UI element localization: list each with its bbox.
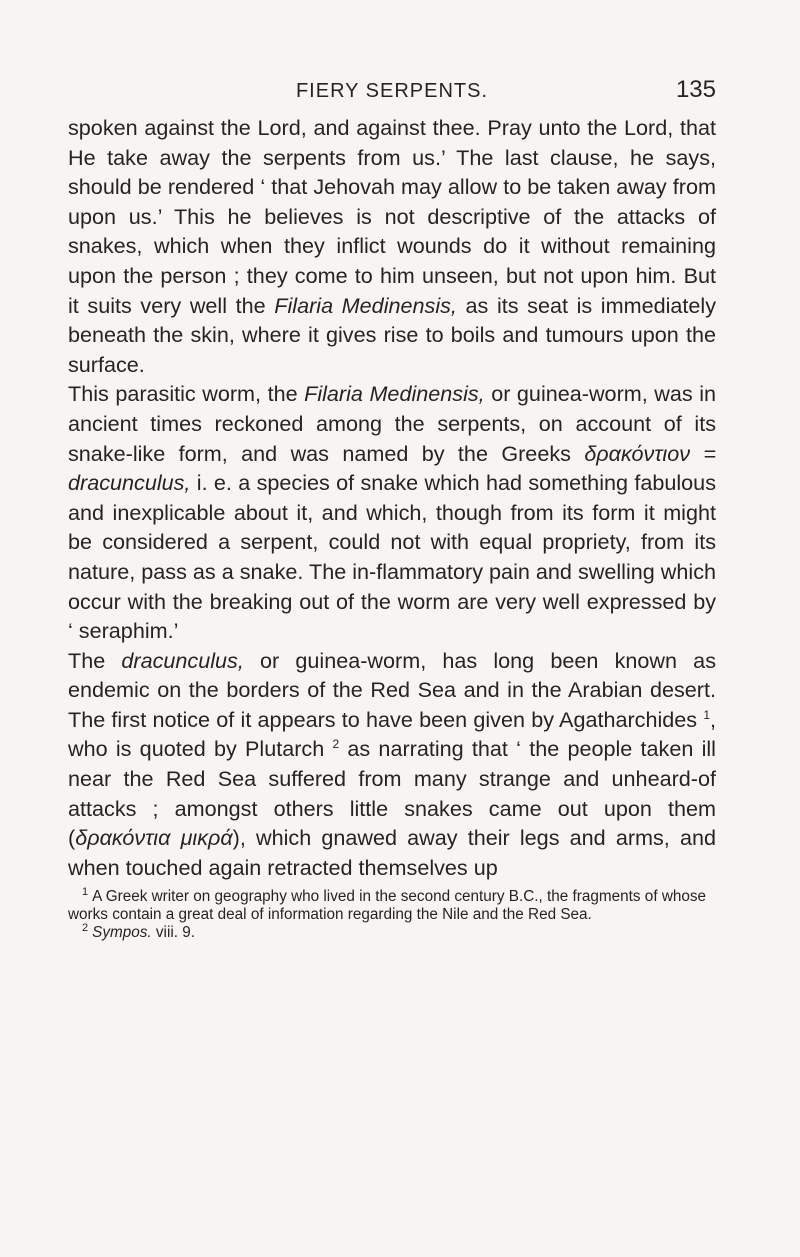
text-run: spoken against the Lord, and against thee. Pray unto the Lord, that He take away the serpents from us.’ The last clause, he says, should be rendered ‘ that Jehovah may allow to be taken away from upon us.’ This he believes is not descriptive of the attacks of snakes, which when they inflict wounds do it without remaining upon the person ; they come to him unseen, but not upon him. But it suits very well the (68, 115, 716, 318)
text-run: This parasitic worm, the (68, 381, 305, 407)
running-title: FIERY SERPENTS. (295, 80, 489, 102)
italic-text: δρακόντιον = dracunculus, (68, 440, 717, 496)
text-run: viii. 9. (151, 924, 195, 942)
text-run: as its seat is immediately beneath the skin, where it gives rise to boils and tumours upon the surface. (68, 292, 716, 377)
text-run: , who is quoted by Plutarch (68, 706, 716, 762)
footnote (68, 924, 716, 942)
page-number: 135 (675, 76, 716, 103)
footnote-marker: 1 (82, 886, 89, 899)
italic-text: δρακόντια μικρά (75, 825, 233, 851)
text-run: , the fragments of whose works contain a great deal of information regarding the Nile and the Red Sea. (68, 888, 707, 924)
page (68, 72, 716, 942)
footnote (68, 888, 716, 924)
footnotes (68, 888, 716, 942)
text-run: i. e. a species of snake which had something fabulous and inexplicable about it, and which, though from its form it might be considered a serpent, could not with equal propriety, from its nature, pass as a snake. The in-flammatory pain and swelling which occur with the breaking out of the worm are very well expressed by ‘ seraphim.’ (68, 470, 716, 644)
italic-text: Filaria Medinensis, (274, 292, 457, 318)
italic-text: Sympos. (92, 924, 152, 942)
text-run: ), which gnawed away their legs and arms, and when touched again retracted themselves up (68, 825, 716, 880)
text-run: or guinea-worm, was in ancient times reckoned among the serpents, on account of its snake-like form, and was named by the Greeks (68, 381, 717, 466)
small-caps-text: B.C. (508, 888, 539, 906)
page-header (68, 72, 716, 112)
paragraph (68, 113, 716, 379)
footnote-marker: 2 (82, 922, 89, 935)
italic-text: Filaria Medinensis, (304, 381, 485, 407)
paragraph (68, 379, 716, 645)
footnote-reference: 1 (703, 707, 710, 722)
text-run: A Greek writer on geography who lived in the second century (92, 888, 509, 906)
footnote-reference: 2 (332, 737, 340, 752)
paragraph (68, 646, 716, 883)
text-run: The (68, 647, 122, 673)
body-text (68, 113, 716, 882)
italic-text: dracunculus, (121, 647, 244, 673)
text-run: as narrating that ‘ the people taken ill near the Red Sea suffered from many strange and unheard-of attacks ; amongst others little snakes came out upon them ( (68, 736, 716, 851)
text-run: or guinea-worm, has long been known as endemic on the borders of the Red Sea and in the Arabian desert. The first notice of it appears to have been given by Agatharchides (68, 647, 716, 732)
